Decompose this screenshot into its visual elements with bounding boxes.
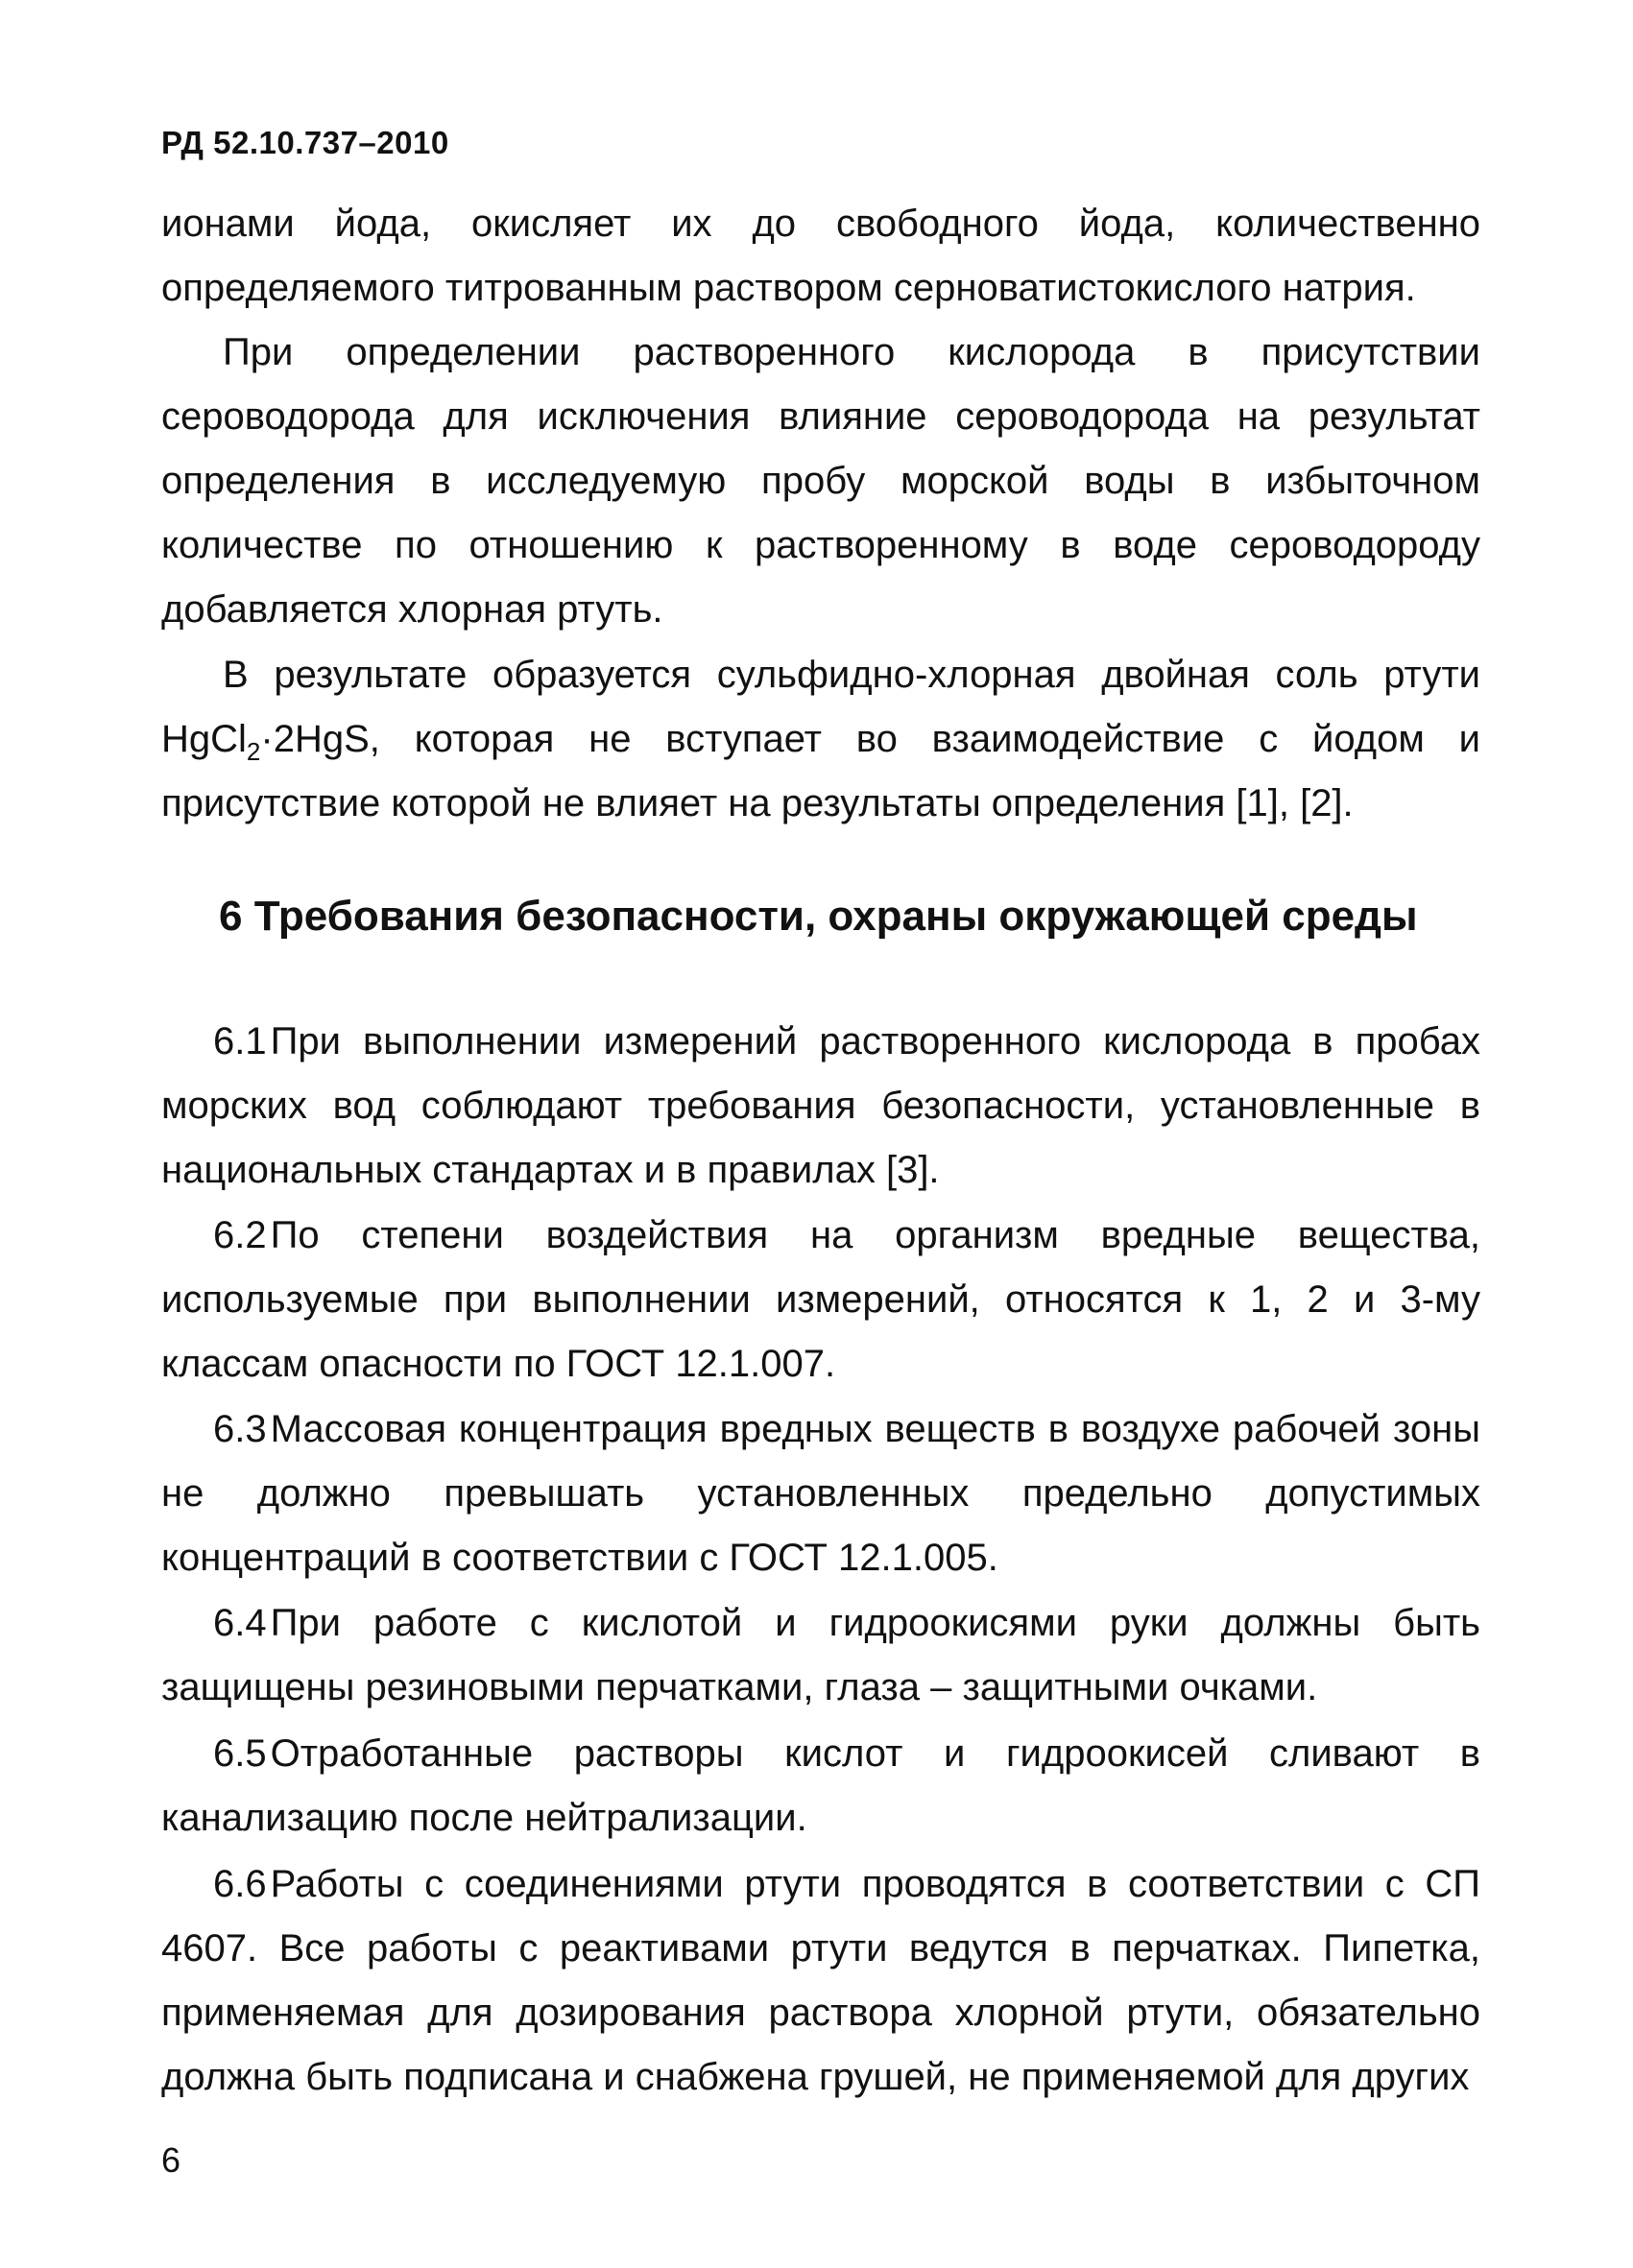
item-number: 6.1: [213, 1020, 267, 1062]
item-text: Отработанные растворы кислот и гидроокисей сливают в канализацию после нейтрализации.: [161, 1732, 1480, 1839]
intro-paragraph-1: ионами йода, окисляет их до свободного йода, количественно определяемого титрованным раствором серноватистокислого натрия.: [161, 203, 1480, 309]
intro-paragraph-3: [161, 643, 1480, 836]
intro-paragraph-3-start: В результате образуется сульфидно-хлорная двойная соль ртути HgCl: [161, 654, 1480, 760]
item-text: При работе с кислотой и гидроокисями руки должны быть защищены резиновыми перчатками, глаза – защитными очками.: [161, 1602, 1480, 1708]
item-number: 6.3: [213, 1408, 267, 1450]
item-number: 6.5: [213, 1732, 267, 1775]
intro-paragraph-2: При определении растворенного кислорода в присутствии сероводорода для исключения влияние сероводорода на результат определения в исследуемую пробу морской воды в избыточном количестве по отношению к растворенному в воде сероводороду добавляется хлорная ртуть.: [161, 331, 1480, 631]
page-number: 6: [161, 2140, 181, 2180]
document-code: РД 52.10.737–2010: [161, 125, 449, 160]
item-number: 6.4: [213, 1602, 267, 1644]
section-item-6-6: [161, 1852, 1480, 2110]
intro-paragraph-3-end: ·2HgS, которая не вступает во взаимодействие с йодом и присутствие которой не влияет на результаты определения [1], [2].: [161, 718, 1480, 824]
formula-subscript: 2: [246, 737, 261, 766]
item-number: 6.2: [213, 1214, 267, 1256]
section-item-6-3: [161, 1397, 1480, 1590]
section-item-6-4: [161, 1591, 1480, 1720]
section-item-6-1: [161, 1010, 1480, 1203]
item-number: 6.6: [213, 1863, 267, 1905]
item-text: По степени воздействия на организм вредные вещества, используемые при выполнении измерений, относятся к 1, 2 и 3-му классам опасности по ГОСТ 12.1.007.: [161, 1214, 1480, 1385]
item-text: При выполнении измерений растворенного кислорода в пробах морских вод соблюдают требования безопасности, установленные в национальных стандартах и в правилах [3].: [161, 1020, 1480, 1191]
item-text: Массовая концентрация вредных веществ в воздухе рабочей зоны не должно превышать установленных предельно допустимых концентраций в соответствии с ГОСТ 12.1.005.: [161, 1408, 1480, 1579]
section-heading: 6 Требования безопасности, охраны окружающей среды: [219, 893, 1418, 940]
section-item-6-2: [161, 1204, 1480, 1397]
item-text: Работы с соединениями ртути проводятся в соответствии с СП 4607. Все работы с реактивами ртути ведутся в перчатках. Пипетка, применяемая для дозирования раствора хлорной ртути, обязательно должна быть подписана и снабжена грушей, не применяемой для других: [161, 1863, 1480, 2098]
section-item-6-5: [161, 1722, 1480, 1850]
